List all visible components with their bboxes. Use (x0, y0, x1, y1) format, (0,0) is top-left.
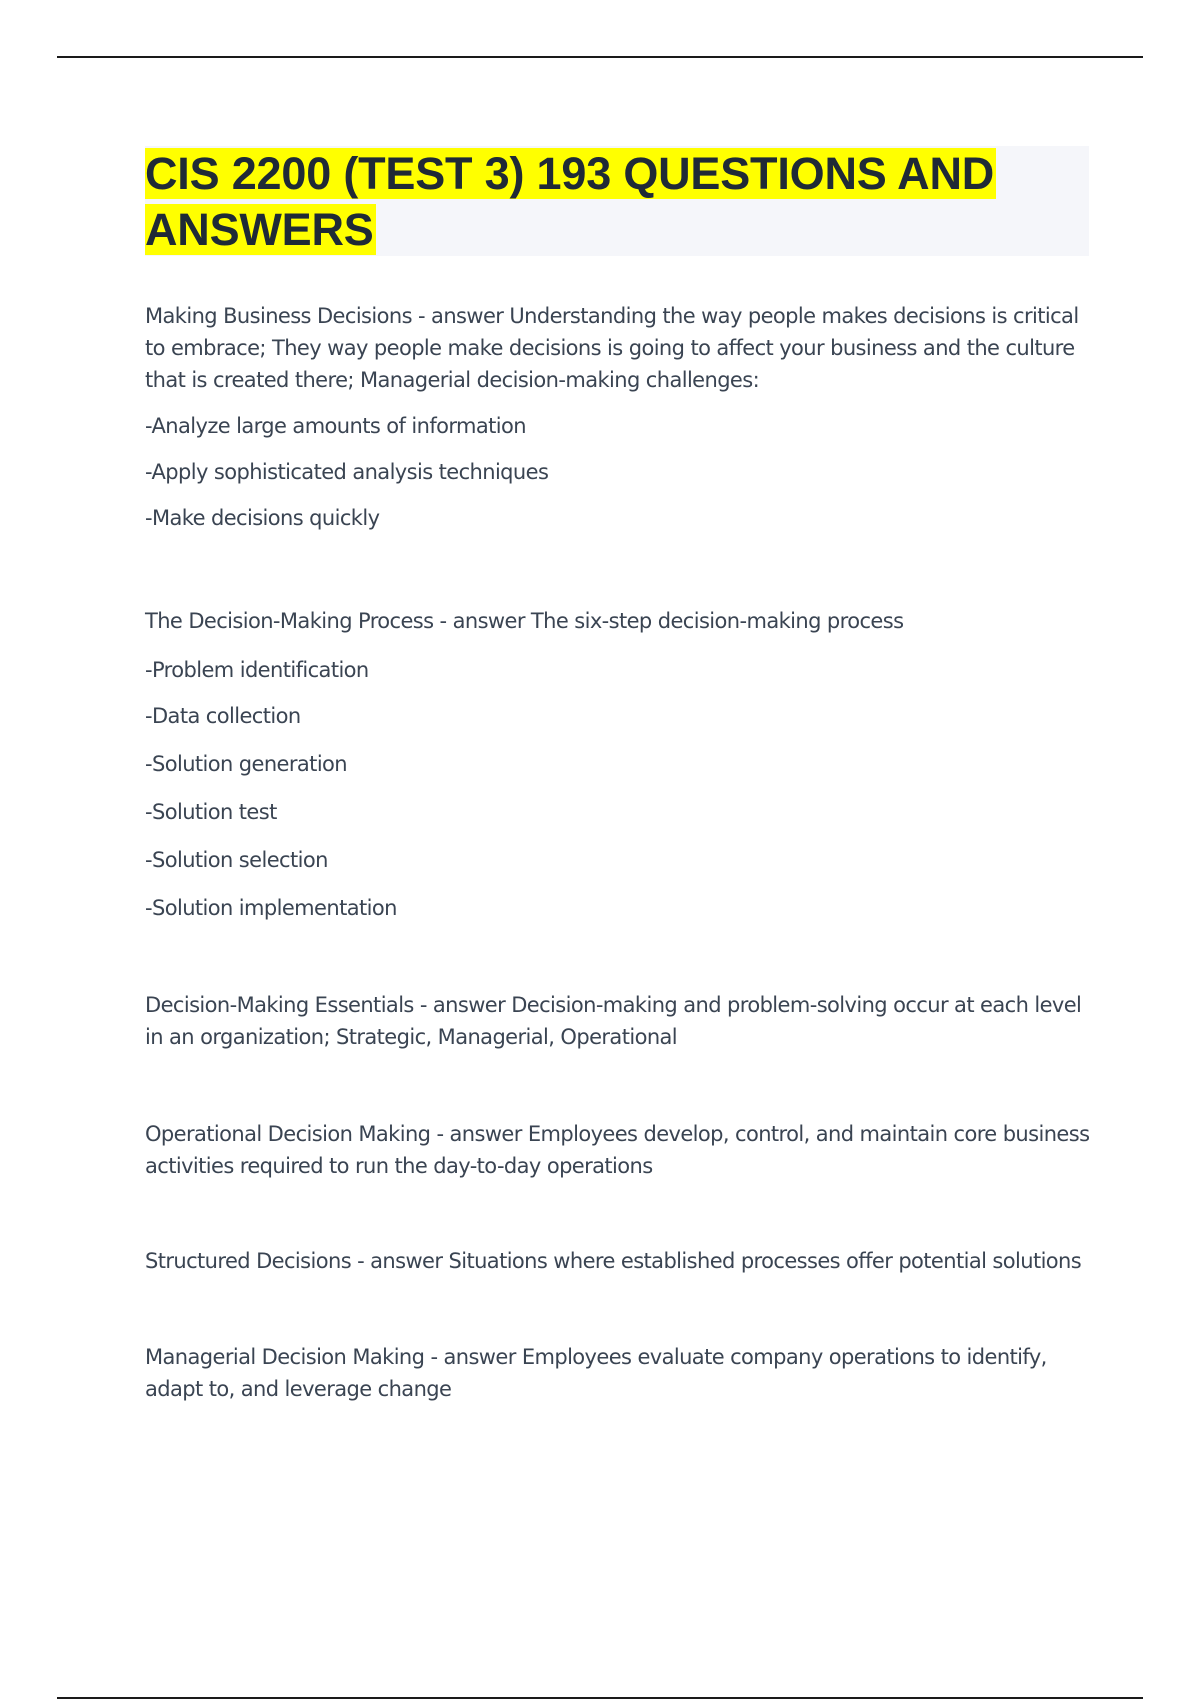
qa-entry-operational-decision-making (145, 1118, 1095, 1182)
list-item: -Make decisions quickly (145, 506, 380, 530)
qa-text: Operational Decision Making - answer Employees develop, control, and maintain core business activities required to run the day-to-day operations (145, 1122, 1090, 1178)
list-item: -Analyze large amounts of information (145, 414, 526, 438)
qa-text: The Decision-Making Process - answer The six-step decision-making process (145, 609, 904, 633)
list-item: -Solution generation (145, 752, 348, 776)
header-rule (57, 56, 1143, 58)
list-item: -Solution test (145, 800, 277, 824)
list-item: -Problem identification (145, 658, 369, 682)
list-item: -Apply sophisticated analysis techniques (145, 460, 549, 484)
qa-entry-managerial-decision-making (145, 1341, 1095, 1405)
qa-text: Making Business Decisions - answer Understanding the way people makes decisions is critical to embrace; They way people make decisions is going to affect your business and the culture that is created there; Managerial decision-making challenges: (145, 304, 1079, 392)
page-title (145, 146, 1089, 258)
title-block (145, 146, 1089, 256)
qa-entry-structured-decisions (145, 1245, 1095, 1277)
list-item: -Solution implementation (145, 896, 397, 920)
footer-rule (57, 1697, 1143, 1699)
list-item: -Data collection (145, 704, 301, 728)
qa-text: Managerial Decision Making - answer Employees evaluate company operations to identify, adapt to, and leverage change (145, 1345, 1047, 1401)
qa-entry-decision-making-process (145, 605, 1095, 924)
list-item: -Solution selection (145, 848, 328, 872)
qa-entry-making-business-decisions (145, 300, 1095, 534)
qa-entry-decision-making-essentials (145, 989, 1095, 1053)
qa-text: Decision-Making Essentials - answer Decision-making and problem-solving occur at each level in an organization; Strategic, Managerial, Operational (145, 993, 1082, 1049)
qa-text: Structured Decisions - answer Situations where established processes offer potential solutions (145, 1249, 1082, 1273)
page-title-text: CIS 2200 (TEST 3) 193 QUESTIONS AND ANSWERS (145, 148, 995, 255)
